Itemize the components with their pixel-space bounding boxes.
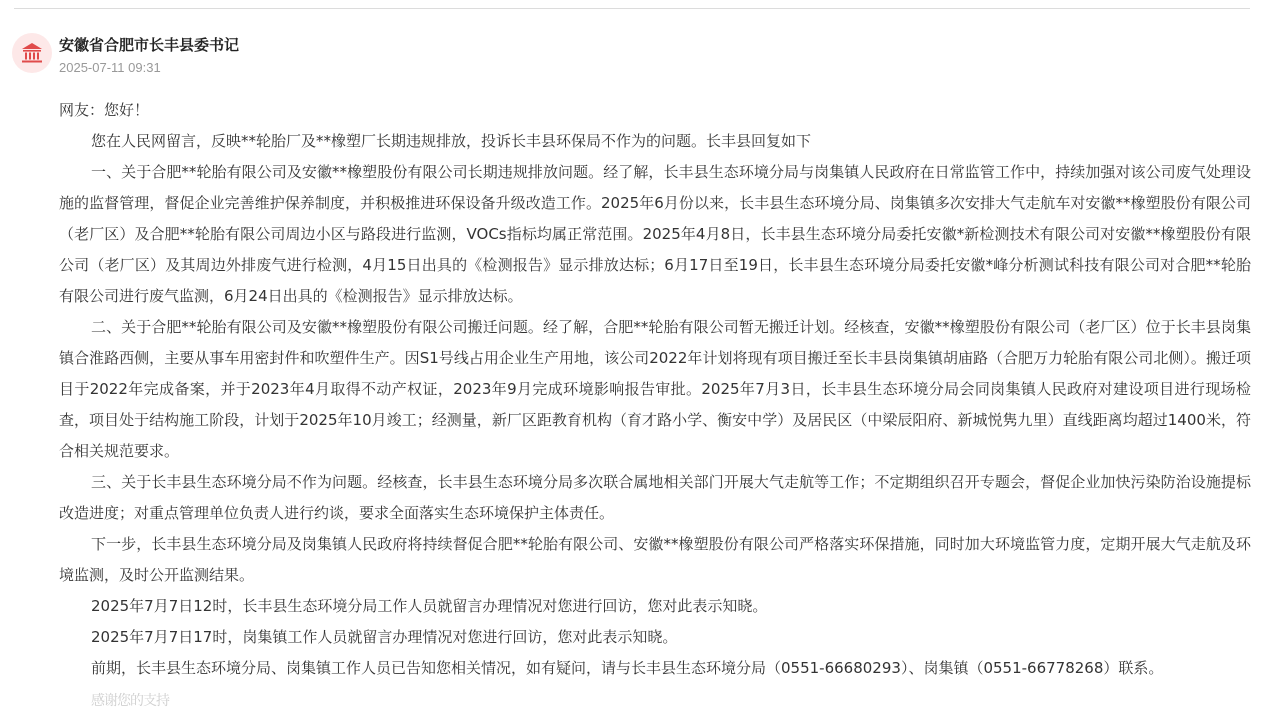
reply-paragraph: 下一步，长丰县生态环境分局及岗集镇人民政府将持续督促合肥**轮胎有限公司、安徽**橡塑股份有限公司严格落实环保措施，同时加大环境监管力度，定期开展大气走航及环境监测，及时公开监测结果。 (59, 535, 1251, 584)
reply-paragraph: 您在人民网留言，反映**轮胎厂及**橡塑厂长期违规排放，投诉长丰县环保局不作为的问题。长丰县回复如下 (91, 132, 812, 150)
faded-closing-line: 感谢您的支持 (91, 693, 169, 709)
author-name[interactable]: 安徽省合肥市长丰县委书记 (59, 36, 240, 54)
post-timestamp: 2025-07-11 09:31 (59, 60, 161, 75)
author-avatar[interactable] (12, 33, 52, 73)
reply-paragraph: 前期，长丰县生态环境分局、岗集镇工作人员已告知您相关情况，如有疑问，请与长丰县生态环境分局（0551-66680293）、岗集镇（0551-66778268）联系。 (91, 659, 1164, 677)
institution-building-icon (20, 41, 44, 65)
top-divider (14, 8, 1250, 9)
reply-paragraph: 二、关于合肥**轮胎有限公司及安徽**橡塑股份有限公司搬迁问题。经了解，合肥**轮胎有限公司暂无搬迁计划。经核查，安徽**橡塑股份有限公司（老厂区）位于长丰县岗集镇合淮路西侧，主要从事车用密封件和吹塑件生产。因S1号线占用企业生产用地，该公司2022年计划将现有项目搬迁至长丰县岗集镇胡庙路（合肥万力轮胎有限公司北侧）。搬迁项目于2022年完成备案，并于2023年4月取得不动产权证，2023年9月完成环境影响报告审批。2025年7月3日，长丰县生态环境分局会同岗集镇人民政府对建设项目进行现场检查，项目处于结构施工阶段，计划于2025年10月竣工；经测量，新厂区距教育机构（育才路小学、衡安中学）及居民区（中梁辰阳府、新城悦隽九里）直线距离均超过1400米，符合相关规范要求。 (59, 318, 1251, 460)
reply-paragraph: 2025年7月7日17时，岗集镇工作人员就留言办理情况对您进行回访，您对此表示知晓。 (91, 628, 678, 646)
reply-paragraph: 三、关于长丰县生态环境分局不作为问题。经核查，长丰县生态环境分局多次联合属地相关部门开展大气走航等工作；不定期组织召开专题会，督促企业加快污染防治设施提标改造进度；对重点管理单位负责人进行约谈，要求全面落实生态环境保护主体责任。 (59, 473, 1251, 522)
reply-greeting: 网友：您好！ (59, 101, 150, 119)
reply-paragraph: 一、关于合肥**轮胎有限公司及安徽**橡塑股份有限公司长期违规排放问题。经了解，长丰县生态环境分局与岗集镇人民政府在日常监管工作中，持续加强对该公司废气处理设施的监督管理，督促企业完善维护保养制度，并积极推进环保设备升级改造工作。2025年6月份以来，长丰县生态环境分局、岗集镇多次安排大气走航车对安徽**橡塑股份有限公司（老厂区）及合肥**轮胎有限公司周边小区与路段进行监测，VOCs指标均属正常范围。2025年4月8日，长丰县生态环境分局委托安徽*新检测技术有限公司对安徽**橡塑股份有限公司（老厂区）及其周边外排废气进行检测，4月15日出具的《检测报告》显示排放达标；6月17日至19日，长丰县生态环境分局委托安徽*峰分析测试科技有限公司对合肥**轮胎有限公司进行废气监测，6月24日出具的《检测报告》显示排放达标。 (59, 163, 1251, 305)
reply-content (59, 95, 1251, 684)
reply-paragraph: 2025年7月7日12时，长丰县生态环境分局工作人员就留言办理情况对您进行回访，您对此表示知晓。 (91, 597, 768, 615)
